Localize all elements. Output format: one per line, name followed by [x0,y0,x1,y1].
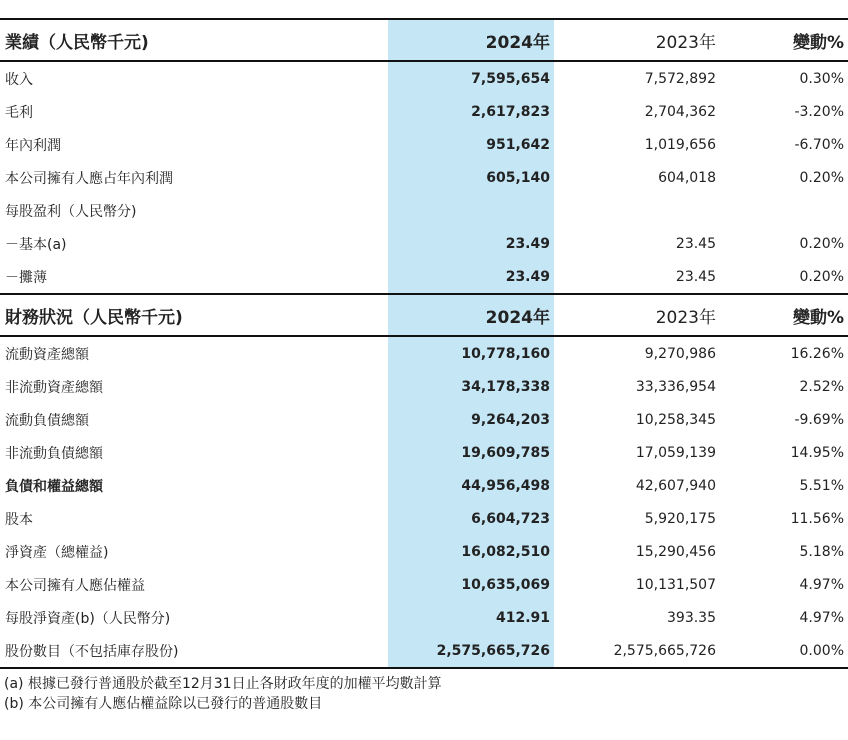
current-value: 605,140 [388,161,554,194]
change-value: 0.20% [799,169,844,186]
previous-value: 23.45 [675,268,716,285]
current-value: 34,178,338 [388,370,554,403]
previous-value: 23.45 [675,235,716,252]
table-row [0,161,848,194]
table-row [0,568,848,601]
table-row [0,260,848,294]
current-value: 6,604,723 [388,502,554,535]
change-value: 5.51% [799,477,844,494]
previous-value: 1,019,656 [644,136,716,153]
financial-summary [0,18,848,669]
change-value: 0.00% [720,634,848,668]
row-label: 本公司擁有人應佔權益 [5,577,145,594]
previous-value: 10,258,345 [635,411,716,428]
row-label: 收入 [5,71,33,88]
change-value: 4.97% [799,576,844,593]
footnotes [4,674,442,714]
change-value [720,194,848,227]
current-value: 412.91 [388,601,554,634]
current-value [388,194,554,227]
change-value: 14.95% [790,444,844,461]
current-value: 2,617,823 [388,95,554,128]
row-label: 毛利 [5,104,33,121]
table-row [0,61,848,95]
table-row [0,95,848,128]
previous-year-header: 2023年 [554,19,720,61]
change-value: 11.56% [790,510,844,527]
previous-value [554,194,720,227]
table-row [0,535,848,568]
results-section-title: 業績（人民幣千元) [0,19,388,61]
table-row [0,403,848,436]
current-value: 10,778,160 [388,336,554,370]
current-value: 44,956,498 [388,469,554,502]
change-header: 變動% [720,294,848,336]
previous-value: 33,336,954 [635,378,716,395]
row-label: 每股淨資產(b)（人民幣分) [5,610,171,627]
table-row [0,128,848,161]
change-value: -6.70% [794,136,844,153]
table-row [0,227,848,260]
current-value: 7,595,654 [388,61,554,95]
current-value: 23.49 [388,260,554,294]
previous-value: 2,704,362 [644,103,716,120]
current-value: 10,635,069 [388,568,554,601]
table-row [0,194,848,227]
row-label: －基本(a) [5,236,67,253]
row-label: 非流動負債總額 [5,445,103,462]
current-value: 2,575,665,726 [388,634,554,668]
change-value: 0.20% [799,235,844,252]
financial-header-row [0,294,848,336]
previous-value: 393.35 [667,609,716,626]
row-label: 每股盈利（人民幣分) [5,203,137,220]
change-value: 0.20% [799,268,844,285]
change-value: -3.20% [794,103,844,120]
row-label: 本公司擁有人應占年內利潤 [5,170,173,187]
previous-value: 604,018 [658,169,716,186]
row-label: 淨資產（總權益) [5,544,109,561]
previous-year-header: 2023年 [554,294,720,336]
table-row [0,336,848,370]
row-label: 流動資產總額 [5,346,89,363]
change-value: -9.69% [794,411,844,428]
financial-section-title: 財務狀況（人民幣千元) [0,294,388,336]
current-value: 16,082,510 [388,535,554,568]
previous-value: 10,131,507 [635,576,716,593]
table-row [0,634,848,668]
change-value: 5.18% [799,543,844,560]
current-value: 951,642 [388,128,554,161]
change-header: 變動% [720,19,848,61]
table-row [0,601,848,634]
table-row [0,370,848,403]
table-row [0,502,848,535]
previous-value: 17,059,139 [635,444,716,461]
current-year-header: 2024年 [388,19,554,61]
change-value: 4.97% [799,609,844,626]
current-value: 9,264,203 [388,403,554,436]
row-label: 流動負債總額 [5,412,89,429]
change-value: 16.26% [790,345,844,362]
row-label: 股本 [5,511,33,528]
summary-table [0,18,848,669]
row-label: 股份數目（不包括庫存股份) [0,634,388,668]
previous-value: 5,920,175 [644,510,716,527]
previous-value: 7,572,892 [644,70,716,87]
current-value: 19,609,785 [388,436,554,469]
change-value: 2.52% [799,378,844,395]
previous-value: 2,575,665,726 [554,634,720,668]
previous-value: 15,290,456 [635,543,716,560]
current-year-header: 2024年 [388,294,554,336]
table-row [0,469,848,502]
current-value: 23.49 [388,227,554,260]
footnote-b: (b) 本公司擁有人應佔權益除以已發行的普通股數目 [4,696,323,712]
footnote-a: (a) 根據已發行普通股於截至12月31日止各財政年度的加權平均數計算 [4,676,442,692]
row-label: －攤薄 [5,269,47,286]
previous-value: 42,607,940 [635,477,716,494]
change-value: 0.30% [799,70,844,87]
previous-value: 9,270,986 [644,345,716,362]
table-row [0,436,848,469]
row-label: 負債和權益總額 [5,478,103,495]
results-header-row [0,19,848,61]
row-label: 年內利潤 [5,137,61,154]
row-label: 非流動資產總額 [5,379,103,396]
